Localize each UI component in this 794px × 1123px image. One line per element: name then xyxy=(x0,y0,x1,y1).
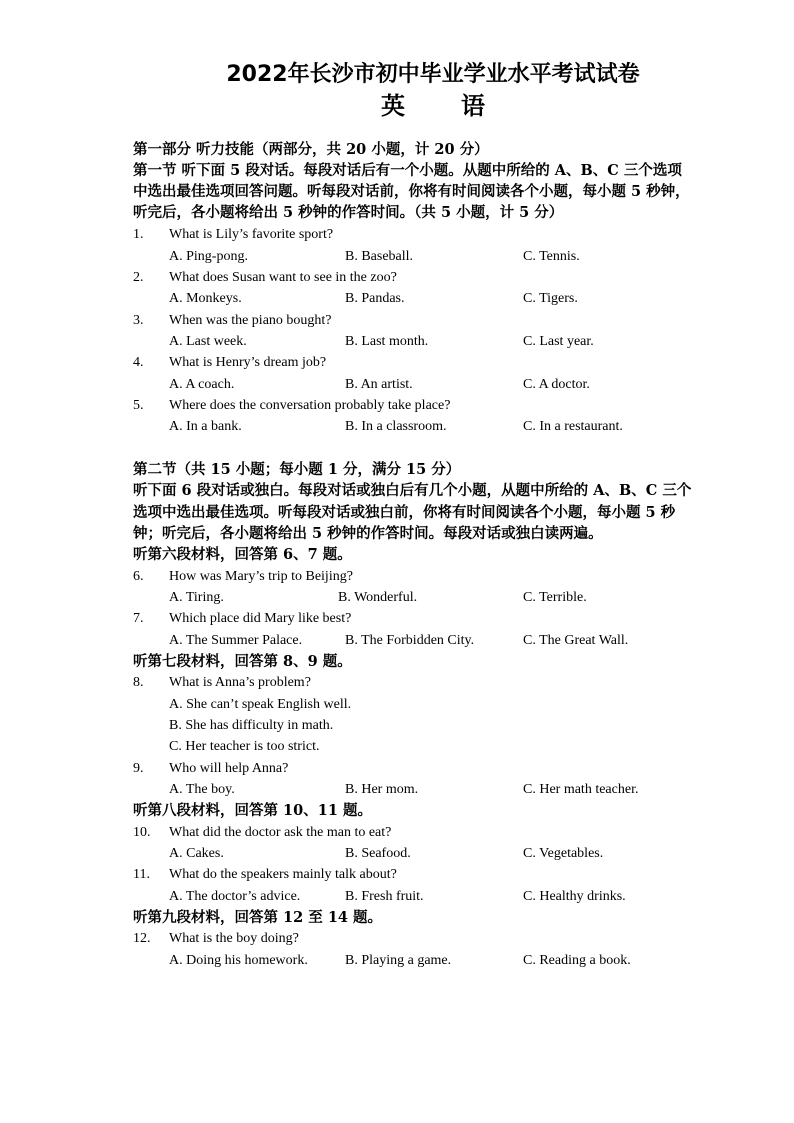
section1-instructions-line2: 中选出最佳选项回答问题。听每段对话前，你将有时间阅读各个小题，每小题 5 秒钟， xyxy=(133,183,690,200)
subject-char-2: 语 xyxy=(461,92,485,120)
option-c: C. Last year. xyxy=(523,334,594,349)
option-c: C. Reading a book. xyxy=(523,953,631,968)
option-b: B. Last month. xyxy=(345,334,429,349)
option-c: C. The Great Wall. xyxy=(523,633,629,648)
option-a: A. A coach. xyxy=(169,377,235,392)
subject-char-1: 英 xyxy=(381,92,405,120)
question-number: 5. xyxy=(133,398,144,413)
question-stem: Where does the conversation probably take place? xyxy=(169,398,451,413)
section2-instructions-line1: 听下面 6 段对话或独白。每段对话或独白后有几个小题，从题中所给的 A、B、C 三个 xyxy=(133,482,692,499)
question-number: 8. xyxy=(133,675,144,690)
option-b: B. She has difficulty in math. xyxy=(169,718,334,733)
part1-heading: 第一部分 听力技能（两部分，共 20 小题，计 20 分） xyxy=(133,141,489,158)
question-stem: Which place did Mary like best? xyxy=(169,611,352,626)
option-c: C. In a restaurant. xyxy=(523,419,623,434)
question-number: 4. xyxy=(133,355,144,370)
option-a: A. In a bank. xyxy=(169,419,242,434)
option-a: A. The boy. xyxy=(169,782,235,797)
question-stem: What is Lily’s favorite sport? xyxy=(169,227,334,242)
option-b: B. An artist. xyxy=(345,377,413,392)
option-c: C. Vegetables. xyxy=(523,846,604,861)
section1-instructions-line3: 听完后，各小题将给出 5 秒钟的作答时间。（共 5 小题，计 5 分） xyxy=(133,204,564,221)
option-b: B. The Forbidden City. xyxy=(345,633,475,648)
question-number: 11. xyxy=(133,867,150,882)
question-number: 6. xyxy=(133,569,144,584)
option-b: B. Playing a game. xyxy=(345,953,452,968)
question-number: 7. xyxy=(133,611,144,626)
question-stem: Who will help Anna? xyxy=(169,761,289,776)
option-b: B. Baseball. xyxy=(345,249,414,264)
question-number: 3. xyxy=(133,313,144,328)
option-c: C. Terrible. xyxy=(523,590,587,605)
question-stem: When was the piano bought? xyxy=(169,313,332,328)
option-c: C. Her teacher is too strict. xyxy=(169,739,320,754)
option-c: C. Her math teacher. xyxy=(523,782,639,797)
option-a: A. She can’t speak English well. xyxy=(169,697,352,712)
question-number: 2. xyxy=(133,270,144,285)
section2-instructions-line2: 选项中选出最佳选项。听每段对话或独白前，你将有时间阅读各个小题，每小题 5 秒 xyxy=(133,504,676,521)
group-heading: 听第六段材料，回答第 6、7 题。 xyxy=(133,546,352,563)
question-stem: What did the doctor ask the man to eat? xyxy=(169,825,392,840)
option-c: C. A doctor. xyxy=(523,377,590,392)
question-number: 12. xyxy=(133,931,151,946)
section2-instructions-line3: 钟；听完后，各小题将给出 5 秒钟的作答时间。每段对话或独白读两遍。 xyxy=(133,525,603,542)
section1-instructions-line1: 第一节 听下面 5 段对话。每段对话后有一个小题。从题中所给的 A、B、C 三个选项 xyxy=(133,162,682,179)
option-b: B. Her mom. xyxy=(345,782,419,797)
option-c: C. Healthy drinks. xyxy=(523,889,626,904)
option-b: B. Seafood. xyxy=(345,846,411,861)
question-number: 10. xyxy=(133,825,151,840)
group-heading: 听第八段材料，回答第 10、11 题。 xyxy=(133,802,372,819)
question-stem: What do the speakers mainly talk about? xyxy=(169,867,397,882)
group-heading: 听第七段材料，回答第 8、9 题。 xyxy=(133,653,352,670)
question-stem: What is Henry’s dream job? xyxy=(169,355,327,370)
option-a: A. Tiring. xyxy=(169,590,224,605)
question-stem: What is Anna’s problem? xyxy=(169,675,311,690)
exam-title: 2022年长沙市初中毕业学业水平考试试卷 xyxy=(226,62,640,87)
question-stem: How was Mary’s trip to Beijing? xyxy=(169,569,353,584)
option-a: A. Monkeys. xyxy=(169,291,242,306)
option-a: A. Ping-pong. xyxy=(169,249,248,264)
subject-title xyxy=(36,86,794,121)
option-b: B. Fresh fruit. xyxy=(345,889,424,904)
group-heading: 听第九段材料，回答第 12 至 14 题。 xyxy=(133,909,383,926)
option-a: A. Doing his homework. xyxy=(169,953,308,968)
question-stem: What does Susan want to see in the zoo? xyxy=(169,270,397,285)
option-a: A. Cakes. xyxy=(169,846,224,861)
option-b: B. Pandas. xyxy=(345,291,405,306)
option-a: A. Last week. xyxy=(169,334,247,349)
option-c: C. Tennis. xyxy=(523,249,580,264)
option-a: A. The Summer Palace. xyxy=(169,633,303,648)
option-c: C. Tigers. xyxy=(523,291,578,306)
option-a: A. The doctor’s advice. xyxy=(169,889,301,904)
question-number: 1. xyxy=(133,227,144,242)
question-stem: What is the boy doing? xyxy=(169,931,299,946)
question-number: 9. xyxy=(133,761,144,776)
option-b: B. Wonderful. xyxy=(338,590,418,605)
section2-heading: 第二节（共 15 小题；每小题 1 分，满分 15 分） xyxy=(133,461,461,478)
option-b: B. In a classroom. xyxy=(345,419,447,434)
